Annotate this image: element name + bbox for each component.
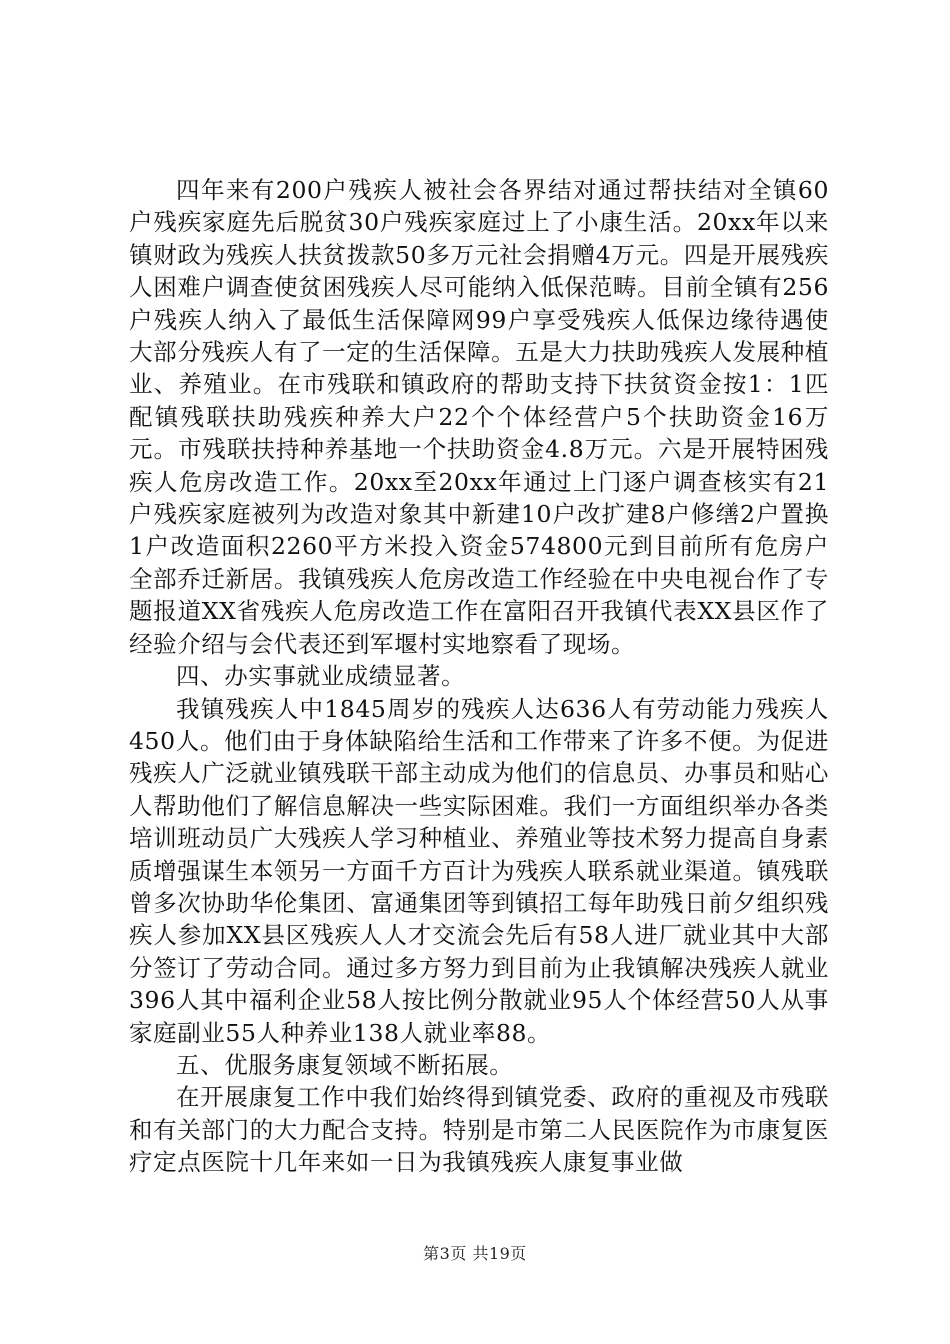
paragraph-poverty-relief: 四年来有200户残疾人被社会各界结对通过帮扶结对全镇60户残疾家庭先后脱贫30户残疾家庭过上了小康生活。20xx年以来镇财政为残疾人扶贫拨款50多万元社会捐赠4万元。四是开展残疾人困难户调查使贫困残疾人尽可能纳入低保范畴。目前全镇有256户残疾人纳入了最低生活保障网99户享受残疾人低保边缘待遇使大部分残疾人有了一定的生活保障。五是大力扶助残疾人发展种植业、养殖业。在市残联和镇政府的帮助支持下扶贫资金按1：1匹配镇残联扶助残疾种养大户22个个体经营户5个扶助资金16万元。市残联扶持种养基地一个扶助资金4.8万元。六是开展特困残疾人危房改造工作。20xx至20xx年通过上门逐户调查核实有21户残疾家庭被列为改造对象其中新建10户改扩建8户修缮2户置换1户改造面积2260平方米投入资金574800元到目前所有危房户全部乔迁新居。我镇残疾人危房改造工作经验在中央电视台作了专题报道XX省残疾人危房改造工作在富阳召开我镇代表XX县区作了经验介绍与会代表还到军堰村实地察看了现场。 [129,176,829,658]
page-footer: 第3页 共19页 [423,1244,527,1263]
document-body [129,174,829,1179]
paragraph-rehabilitation: 在开展康复工作中我们始终得到镇党委、政府的重视及市残联和有关部门的大力配合支持。特别是市第二人民医院作为市康复医疗定点医院十几年来如一日为我镇残疾人康复事业做 [129,1083,829,1177]
paragraph-employment: 我镇残疾人中1845周岁的残疾人达636人有劳动能力残疾人450人。他们由于身体缺陷给生活和工作带来了许多不便。为促进残疾人广泛就业镇残联干部主动成为他们的信息员、办事员和贴心人帮助他们了解信息解决一些实际困难。我们一方面组织举办各类培训班动员广大残疾人学习种植业、养殖业等技术努力提高自身素质增强谋生本领另一方面千方百计为残疾人联系就业渠道。镇残联曾多次协助华伦集团、富通集团等到镇招工每年助残日前夕组织残疾人参加XX县区残疾人人才交流会先后有58人进厂就业其中大部分签订了劳动合同。通过多方努力到目前为止我镇解决残疾人就业396人其中福利企业58人按比例分散就业95人个体经营50人从事家庭副业55人种养业138人就业率88。 [129,694,829,1047]
section-heading-rehabilitation: 五、优服务康复领域不断拓展。 [176,1050,514,1079]
section-heading-employment: 四、办实事就业成绩显著。 [176,662,466,691]
